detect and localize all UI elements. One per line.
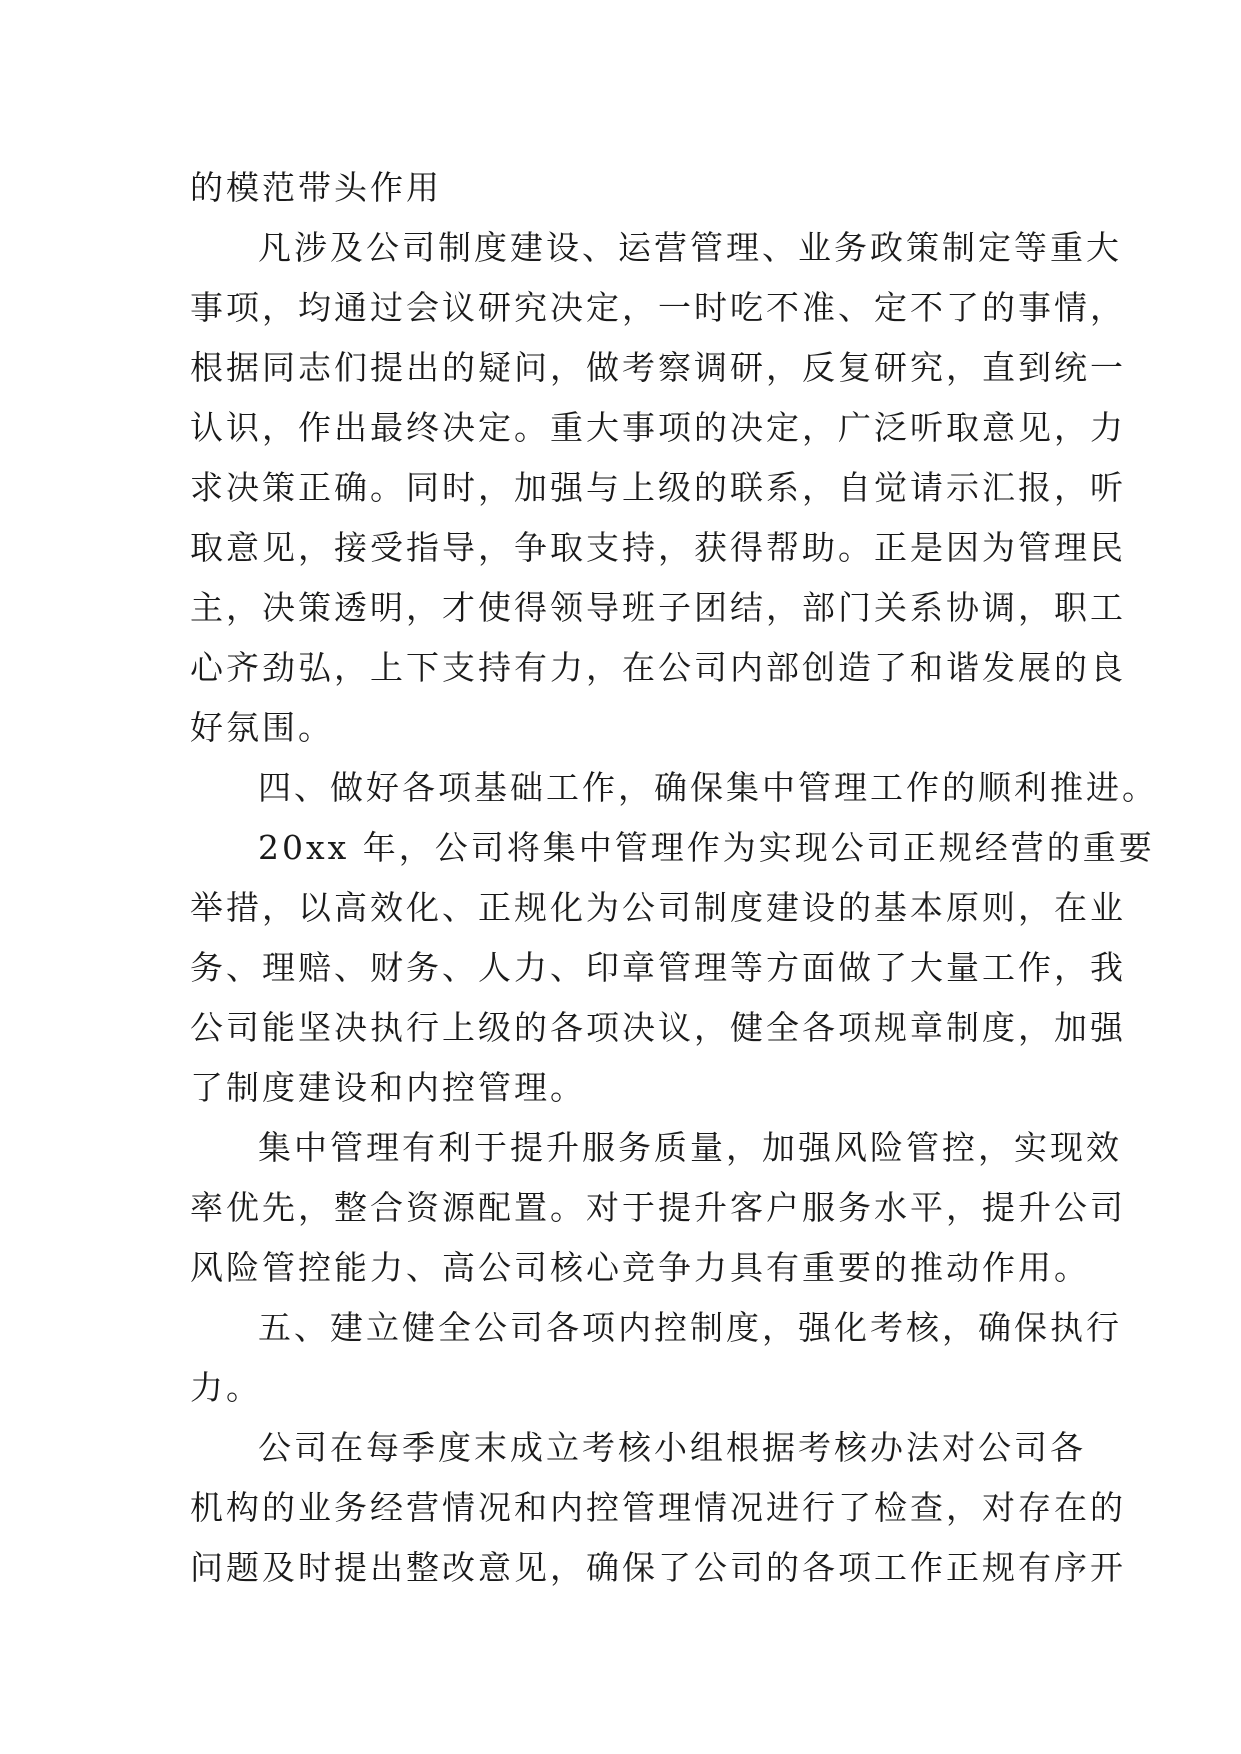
text-line: 举措，以高效化、正规化为公司制度建设的基本原则，在业 [190, 888, 1126, 927]
text-line: 集中管理有利于提升服务质量，加强风险管控，实现效 [258, 1128, 1122, 1167]
text-line: 认识，作出最终决定。重大事项的决定，广泛听取意见，力 [190, 408, 1126, 447]
text-line: 取意见，接受指导，争取支持，获得帮助。正是因为管理民 [190, 528, 1126, 567]
text-line: 率优先，整合资源配置。对于提升客户服务水平，提升公司 [190, 1188, 1126, 1227]
text-line: 求决策正确。同时，加强与上级的联系，自觉请示汇报，听 [190, 468, 1126, 507]
text-line: 好氛围。 [190, 708, 334, 747]
text-line: 20xx 年，公司将集中管理作为实现公司正规经营的重要 [258, 828, 1155, 867]
text-line: 公司能坚决执行上级的各项决议，健全各项规章制度，加强 [190, 1008, 1126, 1047]
document-body [190, 158, 1158, 1598]
text-line: 主，决策透明，才使得领导班子团结，部门关系协调，职工 [190, 588, 1126, 627]
text-line: 根据同志们提出的疑问，做考察调研，反复研究，直到统一 [190, 348, 1126, 387]
text-line: 事项，均通过会议研究决定，一时吃不准、定不了的事情， [190, 288, 1126, 327]
text-line: 凡涉及公司制度建设、运营管理、业务政策制定等重大 [258, 228, 1122, 267]
text-line: 务、理赔、财务、人力、印章管理等方面做了大量工作，我 [190, 948, 1126, 987]
text-line: 机构的业务经营情况和内控管理情况进行了检查，对存在的 [190, 1488, 1126, 1527]
section-heading-continued: 力。 [190, 1368, 262, 1407]
section-heading: 五、建立健全公司各项内控制度，强化考核，确保执行 [258, 1308, 1122, 1347]
text-line: 了制度建设和内控管理。 [190, 1068, 586, 1107]
text-line: 的模范带头作用 [190, 168, 442, 207]
text-line: 问题及时提出整改意见，确保了公司的各项工作正规有序开 [190, 1548, 1126, 1587]
text-line: 公司在每季度末成立考核小组根据考核办法对公司各 [258, 1428, 1086, 1467]
text-line: 风险管控能力、高公司核心竞争力具有重要的推动作用。 [190, 1248, 1090, 1287]
section-heading: 四、做好各项基础工作，确保集中管理工作的顺利推进。 [258, 768, 1158, 807]
text-line: 心齐劲弘，上下支持有力，在公司内部创造了和谐发展的良 [190, 648, 1126, 687]
